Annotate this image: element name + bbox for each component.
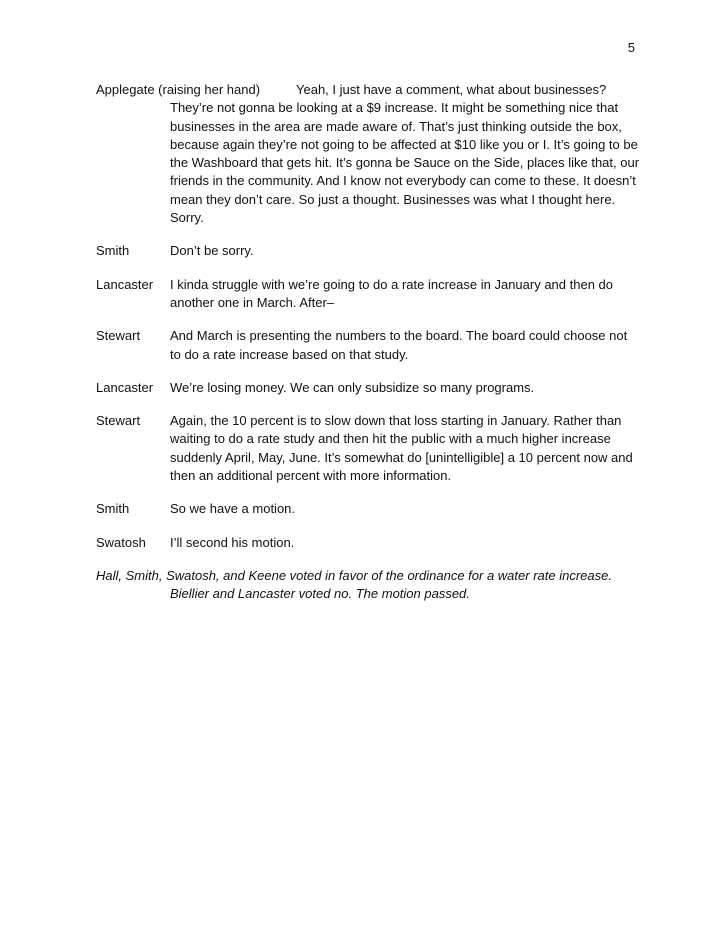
vote-result-note: Hall, Smith, Swatosh, and Keene voted in favor of the ordinance for a water rate increase. Biellier and Lancaster voted no. The motion passed. bbox=[96, 567, 612, 602]
transcript-entry bbox=[96, 81, 641, 227]
transcript-entry bbox=[96, 242, 641, 260]
transcript-entry bbox=[96, 276, 641, 313]
transcript-entry bbox=[96, 412, 641, 485]
transcript-entry bbox=[96, 534, 641, 552]
speaker-name: Lancaster bbox=[96, 379, 154, 395]
transcript-entry bbox=[96, 379, 641, 397]
speaker-name: Applegate (raising her hand) bbox=[96, 82, 261, 97]
speaker-statement: Yeah, I just have a comment, what about businesses? They’re not gonna be looking at a $9 increase. It might be something nice that businesses in the area are made aware of. That’s just thinking outside the box, because again they’re not going to be affected at $10 like you or I. It’s going to be the Washboard that gets hit. It’s gonna be Sauce on the Side, places like that, our friends in the community. And I know not everybody can come to these. It doesn’t mean they don’t care. So just a thought. Businesses was what I thought here. Sorry. bbox=[170, 82, 640, 226]
speaker-statement: I kinda struggle with we’re going to do a rate increase in January and then do another one in March. After– bbox=[170, 276, 613, 310]
page-number: 5 bbox=[627, 40, 635, 55]
speaker-name: Smith bbox=[96, 501, 130, 517]
transcript-entry bbox=[96, 500, 641, 518]
speaker-statement: So we have a motion. bbox=[170, 501, 296, 517]
speaker-name: Stewart bbox=[96, 328, 141, 344]
speaker-name: Swatosh bbox=[96, 534, 146, 550]
speaker-statement: Don’t be sorry. bbox=[170, 243, 254, 259]
speaker-name: Lancaster bbox=[96, 276, 154, 292]
speaker-statement: I’ll second his motion. bbox=[170, 534, 295, 550]
speaker-statement: Again, the 10 percent is to slow down that loss starting in January. Rather than waiting to do a rate study and then hit the public with a much higher increase suddenly April, May, June. It’s somewhat do [unintelligible] a 10 percent now and then an additional percent with more information. bbox=[170, 413, 633, 484]
speaker-statement: We’re losing money. We can only subsidize so many programs. bbox=[170, 379, 535, 395]
transcript-entry bbox=[96, 327, 641, 364]
speaker-name: Smith bbox=[96, 243, 130, 259]
meeting-transcript bbox=[96, 81, 641, 604]
speaker-statement: And March is presenting the numbers to the board. The board could choose not to do a rate increase based on that study. bbox=[170, 328, 628, 362]
speaker-name: Stewart bbox=[96, 413, 141, 429]
